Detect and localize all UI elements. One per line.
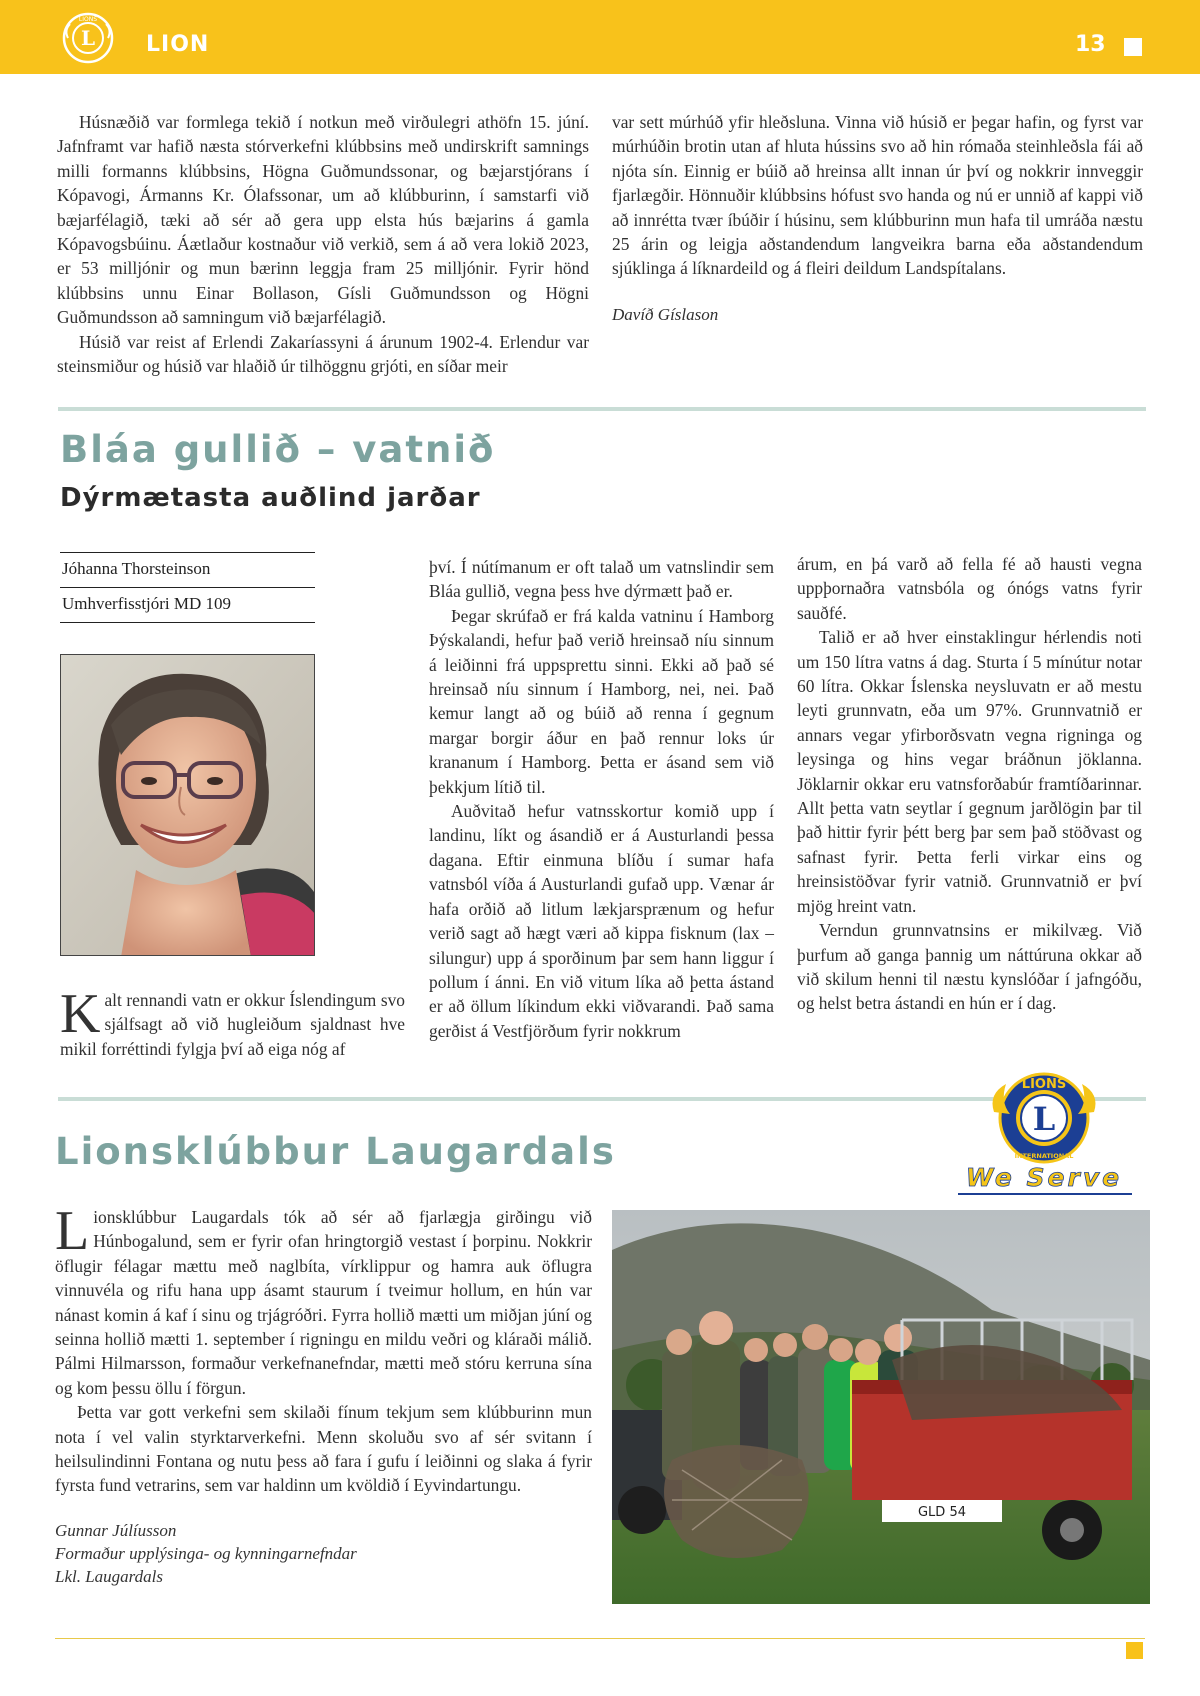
svg-text:We Serve: We Serve: [965, 1163, 1123, 1192]
group-photo: [612, 1210, 1150, 1604]
article3-title: Lionsklúbbur Laugardals: [55, 1130, 616, 1173]
article2-paragraph: Þegar skrúfað er frá kalda vatninu í Hamborg Þýskalandi, hefur það verið hreinsað níu sinnum á leiðinni frá uppsprettu sinni. Ekki að það sé hreinsað níu sinnum í Hamborg, nei, nei. Það kemur langt að og búið að renna í gegnum margar borgir áður en það rennur loks úr krananum í Hamborg. Þetta er ásand sem við þekkjum lítið til.: [429, 605, 774, 797]
article1-signature: Davíð Gíslason: [612, 304, 719, 324]
article2-paragraph: Verndun grunnvatnsins er mikilvæg. Við þurfum að ganga þannig um náttúruna okkar að við skilum henni til næstu kynslóðar í jafngóðu, og helst betra ástandi en hún er í dag.: [797, 920, 1142, 1014]
article1-col2: [612, 110, 1143, 327]
footer-line: [55, 1638, 1145, 1639]
page-number: 13: [1075, 32, 1106, 57]
author-photo: [60, 654, 315, 956]
byline-author: Jóhanna Thorsteinson: [60, 552, 315, 587]
svg-text:LIONS: LIONS: [78, 16, 98, 23]
article3-para1-text: ionsklúbbur Laugardals tók að sér að fjarlægja girðingu við Húnbogalund, sem er fyrir ofan hringtorgið vestast í þorpinu. Nokkrir öflugir félagar mættu með naglbíta, vírklippur og hamra auk öflugra vinnuvéla og rifu hana upp ásamt staurum í tveimur hollum, en hún var nánast komin á kaf í sinu og trjágróðri. Fyrra hollið mætti um miðjan júní og seinna hollið mætti 1. september í rigningu en mildu veðri og kláraði málið. Pálmi Hilmarsson, formaður verkefnanefndar, mætti með stóru kerruna sína og kom þessu öllu í förgun.: [55, 1207, 592, 1398]
lions-logo-icon: [62, 12, 114, 64]
svg-text:L: L: [1032, 1100, 1056, 1138]
article2-col1: [60, 983, 405, 1061]
article1-paragraph: Húsið var reist af Erlendi Zakaríassyni á árunum 1902-4. Erlendur var steinsmiður og húsið var hlaðið úr tilhöggnu grjóti, en síðar meir: [57, 331, 589, 377]
byline: [60, 552, 315, 623]
article2-intro: [60, 983, 405, 1061]
dropcap-l: L: [55, 1200, 90, 1262]
lions-we-serve-logo-icon: [950, 1072, 1140, 1198]
work-crew-image: [612, 1210, 1150, 1604]
header-square: [1124, 38, 1142, 56]
article1-paragraph: Húsnæðið var formlega tekið í notkun með virðulegri athöfn 15. júní. Jafnframt var hafið næsta stórverkefni klúbbsins með undirskrift samnings milli formanns klúbbsins, Högna Guðmundssonar, og bæjarstjórans í Kópavogi, Ármanns Kr. Ólafssonar, um að klúbburinn, í samstarfi við bæjarfélagið, tæki að sér að gera upp elsta hús bæjarins á gamla Kópavogsbúinu. Áætlaður kostnaður við verkið, sem á að vera lokið 2023, er 53 milljónir og mun bærinn leggja fram 25 milljónir. Fyrir hönd klúbbsins unnu Einar Bollason, Gísli Guðmundsson og Högni Guðmundsson að samningum við bæjarfélagið.: [57, 112, 589, 328]
section-divider: [58, 407, 1146, 411]
article2-subtitle: Dýrmætasta auðlind jarðar: [60, 483, 481, 513]
svg-text:LIONS: LIONS: [1021, 1077, 1067, 1092]
article1-col1: [57, 110, 589, 378]
article2-intro-text: alt rennandi vatn er okkur Íslendingum svo sjálfsagt að við hugleiðum sjaldnast hve mikil forréttindi fylgja því að eiga nóg af: [60, 990, 405, 1059]
article3-signature: [55, 1519, 357, 1588]
article2-paragraph: Auðvitað hefur vatnsskortur komið upp í landinu, líkt og ásandið er á Austurlandi þessa dagana. Eftir einmuna blíðu í sumar hafa vatnsból víða á Austurlandi gufað upp. Vænar ár hafa orðið að litlum lækjarsprænum og hefur verið sagt að hægt væri að kippa fisknum (lax – silungur) upp á sporðinum þar sem hann liggur í pollum í ánni. En við vitum líka að þetta ástand er að öllum líkindum ekki viðvarandi. Það sama gerðist á Vestfjörðum fyrir nokkrum: [429, 801, 774, 1041]
article2-paragraph: því. Í nútímanum er oft talað um vatnslindir sem Bláa gullið, vegna þess hve dýrmætt það er.: [429, 557, 774, 602]
article2-col2: [429, 555, 774, 1043]
svg-text:L: L: [80, 26, 96, 50]
article2-title: Bláa gullið – vatnið: [60, 428, 496, 471]
signature-name: Gunnar Júlíusson: [55, 1521, 177, 1540]
article2-paragraph: árum, en þá varð að fella fé að hausti vegna uppþornaðra vatnsbóla og ónógs vatns fyrir sauðfé.: [797, 554, 1142, 623]
footer-square: [1126, 1642, 1143, 1659]
dropcap-k: K: [60, 983, 101, 1045]
article3-paragraph: Þetta var gott verkefni sem skilaði fínum tekjum sem klúbburinn mun nota í vel valin styrktarverkefni. Menn skoluðu svo af sér svitann í heilsulindinni Fontana og nutu þess að fara í gufu í leiðinni og slaka á fyrir fyrsta fund vetrarins, sem var haldinn um kvöldið í Eyvindartungu.: [55, 1402, 592, 1496]
article3-text: [55, 1200, 592, 1498]
portrait-image: [61, 655, 315, 956]
article3-paragraph: [55, 1200, 592, 1400]
page-header: [0, 0, 1200, 74]
signature-club: Lkl. Laugardals: [55, 1567, 164, 1586]
svg-text:GLD 54: GLD 54: [917, 1505, 967, 1520]
signature-role: Formaður upplýsinga- og kynningarnefndar: [55, 1544, 357, 1563]
magazine-title: LION: [146, 32, 210, 57]
article2-col3: [797, 552, 1142, 1016]
byline-role: Umhverfisstjóri MD 109: [60, 587, 315, 623]
article1-paragraph: var sett múrhúð yfir hleðsluna. Vinna við húsið er þegar hafin, og fyrst var múrhúðin brotin utan af hluta hússins svo að hin rómaða steinhleðsla fái að njóta sín. Einnig er búið að hreinsa allt innan úr því og nokkrir innveggir fjarlægðir. Hönnuðir klúbbsins hófust svo handa og nú er unnið af kappi við að innrétta tvær íbúðir í húsinu, sem klúbburinn mun hafa til umráða næstu 25 árin og leigja aðstandendum langveikra barna eða aðstandendum sjúklinga á líknardeild og á fleiri deildum Landspítalans.: [612, 112, 1143, 279]
article2-paragraph: Talið er að hver einstaklingur hérlendis noti um 150 lítra vatns á dag. Sturta í 5 mínútur notar 60 lítra. Okkar Íslenska neysluvatn er að mestu leyti grunnvatn, eða um 97%. Grunnvatnið er annars vegar yfirborðsvatn vegna rigninga og leysinga og hins vegar bráðnun jöklanna. Jöklarnir okkar eru vatnsforðabúr framtíðarinnar. Allt þetta vatn seytlar í gegnum jarðlögin þar til það hittir fyrir þétt berg þar sem það stöðvast og safnast fyrir. Þetta ferli virkar eins og hreinsistöðvar fyrir vatnið. Grunnvatnið er því mjög hreint vatn.: [797, 627, 1142, 916]
svg-text:INTERNATIONAL: INTERNATIONAL: [1014, 1152, 1074, 1160]
